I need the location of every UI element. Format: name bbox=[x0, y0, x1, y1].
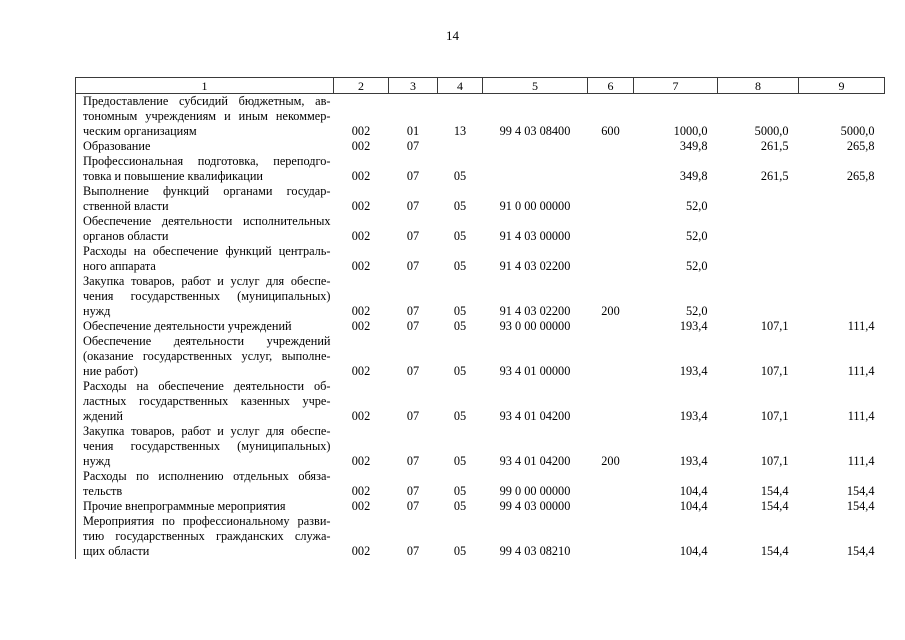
description-line: тию государственных гражданских служа- bbox=[83, 529, 331, 543]
description-line: чения государственных (муниципальных) bbox=[83, 439, 331, 453]
table-cell: 05 bbox=[453, 544, 467, 558]
table-cell: 193,4 bbox=[679, 454, 708, 468]
description-line: Образование bbox=[83, 139, 151, 153]
table-cell: 05 bbox=[453, 229, 467, 243]
cell-description bbox=[76, 139, 334, 154]
description-line: Обеспечение деятельности учреждений bbox=[83, 319, 292, 333]
description-line: Обеспечение деятельности исполнительных bbox=[83, 214, 331, 228]
table-cell: 002 bbox=[351, 319, 371, 333]
description-line: ластных государственных казенных учре- bbox=[83, 394, 331, 408]
cell-description bbox=[76, 274, 334, 319]
table-cell bbox=[588, 379, 634, 424]
table-cell bbox=[718, 274, 799, 319]
table-cell: 154,4 bbox=[846, 544, 875, 558]
table-row bbox=[76, 424, 885, 469]
table-cell: 104,4 bbox=[679, 544, 708, 558]
table-cell bbox=[588, 469, 634, 499]
cell-description bbox=[76, 514, 334, 559]
table-row bbox=[76, 184, 885, 214]
table-cell: 349,8 bbox=[679, 169, 708, 183]
document-page bbox=[0, 28, 905, 640]
table-cell: 91 4 03 02200 bbox=[499, 259, 571, 273]
table-cell: 99 4 03 08400 bbox=[499, 124, 571, 138]
page-number: 14 bbox=[446, 28, 459, 43]
cell-description bbox=[76, 424, 334, 469]
column-header-9: 9 bbox=[799, 78, 885, 94]
table-cell: 107,1 bbox=[760, 319, 789, 333]
table-row bbox=[76, 244, 885, 274]
table-cell: 07 bbox=[406, 169, 420, 183]
description-line: Расходы на обеспечение деятельности об- bbox=[83, 379, 331, 393]
table-cell: 261,5 bbox=[760, 169, 789, 183]
cell-description bbox=[76, 244, 334, 274]
description-line: щих области bbox=[83, 544, 150, 558]
table-cell: 002 bbox=[351, 169, 371, 183]
column-header-1: 1 bbox=[76, 78, 334, 94]
cell-description bbox=[76, 334, 334, 379]
table-cell: 93 4 01 00000 bbox=[499, 364, 571, 378]
cell-description bbox=[76, 184, 334, 214]
table-cell: 002 bbox=[351, 484, 371, 498]
table-cell bbox=[799, 244, 885, 274]
description-line: Выполнение функций органами государ- bbox=[83, 184, 331, 198]
description-line: Обеспечение деятельности учреждений bbox=[83, 334, 331, 348]
table-cell: 99 4 03 08210 bbox=[499, 544, 571, 558]
table-cell: 93 4 01 04200 bbox=[499, 409, 571, 423]
table-cell: 05 bbox=[453, 304, 467, 318]
column-header-6: 6 bbox=[588, 78, 634, 94]
table-cell: 002 bbox=[351, 454, 371, 468]
description-line: Профессиональная подготовка, переподго- bbox=[83, 154, 331, 168]
table-row bbox=[76, 139, 885, 154]
column-header-4: 4 bbox=[438, 78, 483, 94]
table-cell: 200 bbox=[601, 304, 620, 318]
table-row bbox=[76, 154, 885, 184]
table-row bbox=[76, 274, 885, 319]
table-cell: 07 bbox=[406, 454, 420, 468]
description-line: тономным учреждениям и иным некоммер- bbox=[83, 109, 331, 123]
cell-description bbox=[76, 154, 334, 184]
table-cell bbox=[799, 184, 885, 214]
column-header-2: 2 bbox=[334, 78, 389, 94]
table-cell bbox=[588, 184, 634, 214]
table-cell: 002 bbox=[351, 124, 371, 138]
table-cell: 193,4 bbox=[679, 409, 708, 423]
table-cell: 111,4 bbox=[847, 319, 875, 333]
table-cell bbox=[588, 244, 634, 274]
table-cell bbox=[799, 214, 885, 244]
table-cell bbox=[588, 499, 634, 514]
cell-description bbox=[76, 319, 334, 334]
table-cell: 261,5 bbox=[760, 139, 789, 153]
table-cell: 002 bbox=[351, 259, 371, 273]
description-line: Расходы на обеспечение функций централь- bbox=[83, 244, 331, 258]
table-row bbox=[76, 379, 885, 424]
table-cell: 05 bbox=[453, 409, 467, 423]
table-cell bbox=[438, 139, 483, 154]
table-cell bbox=[588, 139, 634, 154]
table-cell: 111,4 bbox=[847, 364, 875, 378]
description-line: (оказание государственных услуг, выполне- bbox=[83, 349, 331, 363]
description-line: нужд bbox=[83, 304, 111, 318]
table-cell: 07 bbox=[406, 364, 420, 378]
table-cell bbox=[588, 514, 634, 559]
table-cell: 111,4 bbox=[847, 454, 875, 468]
table-cell: 002 bbox=[351, 364, 371, 378]
column-header-7: 7 bbox=[634, 78, 718, 94]
description-line: Расходы по исполнению отдельных обяза- bbox=[83, 469, 331, 483]
column-header-8: 8 bbox=[718, 78, 799, 94]
table-cell bbox=[799, 274, 885, 319]
table-cell: 99 4 03 00000 bbox=[499, 499, 571, 513]
table-cell: 99 0 00 00000 bbox=[499, 484, 571, 498]
table-cell: 154,4 bbox=[760, 484, 789, 498]
table-cell: 05 bbox=[453, 454, 467, 468]
table-cell: 107,1 bbox=[760, 409, 789, 423]
table-row bbox=[76, 514, 885, 559]
description-line: Прочие внепрограммные мероприятия bbox=[83, 499, 286, 513]
table-row bbox=[76, 214, 885, 244]
table-cell: 05 bbox=[453, 259, 467, 273]
description-line: Предоставление субсидий бюджетным, ав- bbox=[83, 94, 331, 108]
cell-description bbox=[76, 499, 334, 514]
table-cell: 193,4 bbox=[679, 319, 708, 333]
description-line: ческим организациям bbox=[83, 124, 197, 138]
table-cell: 52,0 bbox=[685, 304, 708, 318]
table-cell: 07 bbox=[406, 139, 420, 153]
table-cell: 05 bbox=[453, 199, 467, 213]
table-cell bbox=[588, 334, 634, 379]
description-line: Закупка товаров, работ и услуг для обеспе- bbox=[83, 274, 331, 288]
table-cell: 002 bbox=[351, 409, 371, 423]
table-cell: 52,0 bbox=[685, 259, 708, 273]
table-cell: 07 bbox=[406, 409, 420, 423]
table-cell bbox=[718, 184, 799, 214]
table-cell: 002 bbox=[351, 229, 371, 243]
table-cell: 265,8 bbox=[846, 139, 875, 153]
budget-table-header bbox=[76, 78, 885, 94]
table-cell: 154,4 bbox=[846, 484, 875, 498]
description-line: органов области bbox=[83, 229, 169, 243]
column-header-5: 5 bbox=[483, 78, 588, 94]
description-line: ние работ) bbox=[83, 364, 139, 378]
table-cell: 52,0 bbox=[685, 199, 708, 213]
table-cell bbox=[588, 319, 634, 334]
description-line: ственной власти bbox=[83, 199, 169, 213]
table-cell: 002 bbox=[351, 304, 371, 318]
cell-description bbox=[76, 94, 334, 140]
table-cell: 01 bbox=[406, 124, 420, 138]
description-line: ждений bbox=[83, 409, 123, 423]
table-cell: 07 bbox=[406, 499, 420, 513]
table-cell: 07 bbox=[406, 484, 420, 498]
table-cell: 104,4 bbox=[679, 499, 708, 513]
table-cell: 002 bbox=[351, 544, 371, 558]
table-cell: 07 bbox=[406, 304, 420, 318]
table-cell: 07 bbox=[406, 544, 420, 558]
table-cell: 07 bbox=[406, 229, 420, 243]
table-cell: 154,4 bbox=[760, 499, 789, 513]
table-cell: 600 bbox=[601, 124, 620, 138]
header-row bbox=[76, 78, 885, 94]
table-row bbox=[76, 319, 885, 334]
description-line: тельств bbox=[83, 484, 123, 498]
table-cell: 002 bbox=[351, 499, 371, 513]
table-cell: 05 bbox=[453, 169, 467, 183]
table-cell: 002 bbox=[351, 139, 371, 153]
budget-table-body bbox=[76, 94, 885, 560]
table-cell: 200 bbox=[601, 454, 620, 468]
table-cell: 93 4 01 04200 bbox=[499, 454, 571, 468]
table-cell: 5000,0 bbox=[754, 124, 789, 138]
table-cell: 07 bbox=[406, 259, 420, 273]
table-cell: 265,8 bbox=[846, 169, 875, 183]
table-cell bbox=[588, 154, 634, 184]
table-cell: 154,4 bbox=[760, 544, 789, 558]
table-cell: 93 0 00 00000 bbox=[499, 319, 571, 333]
description-line: нужд bbox=[83, 454, 111, 468]
table-cell: 002 bbox=[351, 199, 371, 213]
table-cell bbox=[588, 214, 634, 244]
table-cell: 349,8 bbox=[679, 139, 708, 153]
table-cell: 13 bbox=[453, 124, 467, 138]
table-cell: 154,4 bbox=[846, 499, 875, 513]
description-line: товка и повышение квалификации bbox=[83, 169, 263, 183]
table-cell: 1000,0 bbox=[673, 124, 708, 138]
table-cell: 111,4 bbox=[847, 409, 875, 423]
table-cell: 07 bbox=[406, 199, 420, 213]
table-cell: 107,1 bbox=[760, 364, 789, 378]
table-cell: 193,4 bbox=[679, 364, 708, 378]
table-cell: 05 bbox=[453, 364, 467, 378]
table-cell: 07 bbox=[406, 319, 420, 333]
table-cell: 05 bbox=[453, 319, 467, 333]
description-line: ного аппарата bbox=[83, 259, 156, 273]
cell-description bbox=[76, 214, 334, 244]
budget-table bbox=[75, 77, 885, 559]
description-line: Мероприятия по профессиональному разви- bbox=[83, 514, 331, 528]
table-cell: 91 4 03 00000 bbox=[499, 229, 571, 243]
table-cell bbox=[483, 154, 588, 184]
table-row bbox=[76, 94, 885, 140]
cell-description bbox=[76, 469, 334, 499]
table-row bbox=[76, 334, 885, 379]
table-cell: 91 0 00 00000 bbox=[499, 199, 571, 213]
table-cell bbox=[483, 139, 588, 154]
table-cell: 52,0 bbox=[685, 229, 708, 243]
table-cell bbox=[718, 244, 799, 274]
cell-description bbox=[76, 379, 334, 424]
table-cell: 107,1 bbox=[760, 454, 789, 468]
table-cell: 91 4 03 02200 bbox=[499, 304, 571, 318]
table-row bbox=[76, 469, 885, 499]
table-cell: 5000,0 bbox=[840, 124, 875, 138]
description-line: Закупка товаров, работ и услуг для обеспе- bbox=[83, 424, 331, 438]
table-row bbox=[76, 499, 885, 514]
table-cell: 05 bbox=[453, 499, 467, 513]
column-header-3: 3 bbox=[389, 78, 438, 94]
table-cell bbox=[718, 214, 799, 244]
table-cell: 104,4 bbox=[679, 484, 708, 498]
description-line: чения государственных (муниципальных) bbox=[83, 289, 331, 303]
table-cell: 05 bbox=[453, 484, 467, 498]
